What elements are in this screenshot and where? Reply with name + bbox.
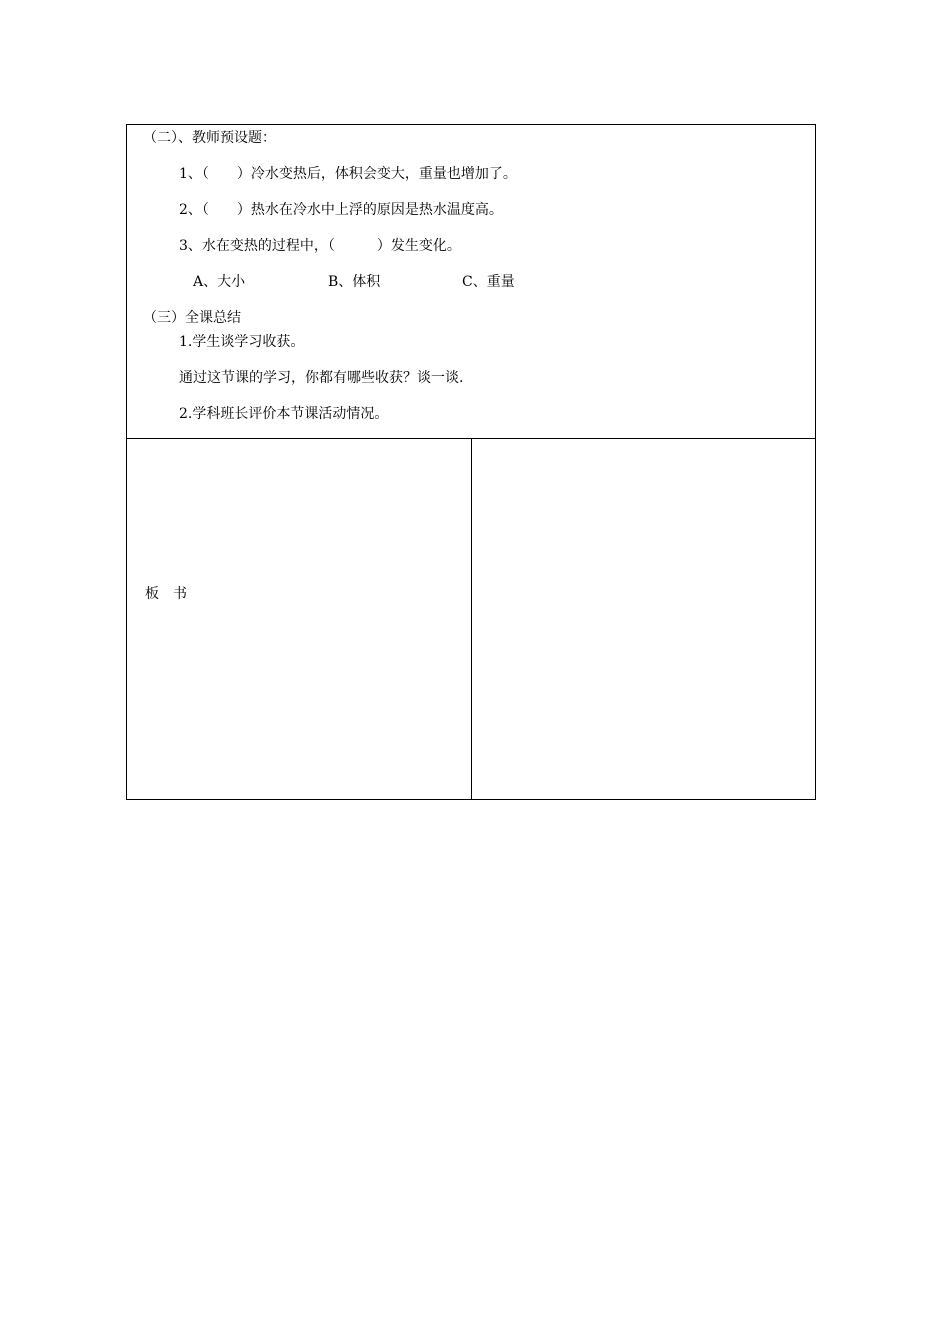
option-c: C、重量 [462,274,515,290]
question-1: 1、（ ）冷水变热后，体积会变大，重量也增加了。 [179,166,517,182]
section3-heading: （三）全课总结 [143,310,241,326]
board-label-cell [127,439,472,800]
option-a: A、大小 [193,274,246,290]
summary-item-1-detail: 通过这节课的学习，你都有哪些收获？谈一谈. [179,370,464,386]
section2-heading: （二）、教师预设题： [143,130,276,146]
option-b: B、体积 [328,274,381,290]
board-content-cell [471,439,816,800]
question-3: 3、水在变热的过程中，（ ）发生变化。 [179,238,461,254]
table-row [127,125,816,439]
table-row [127,439,816,800]
questions-summary-cell [127,125,816,439]
summary-item-1: 1.学生谈学习收获。 [179,334,305,350]
summary-item-2: 2.学科班长评价本节课活动情况。 [179,406,389,422]
question-2: 2、（ ）热水在冷水中上浮的原因是热水温度高。 [179,202,503,218]
lesson-plan-table [126,124,816,800]
board-label: 板 书 [145,586,187,602]
